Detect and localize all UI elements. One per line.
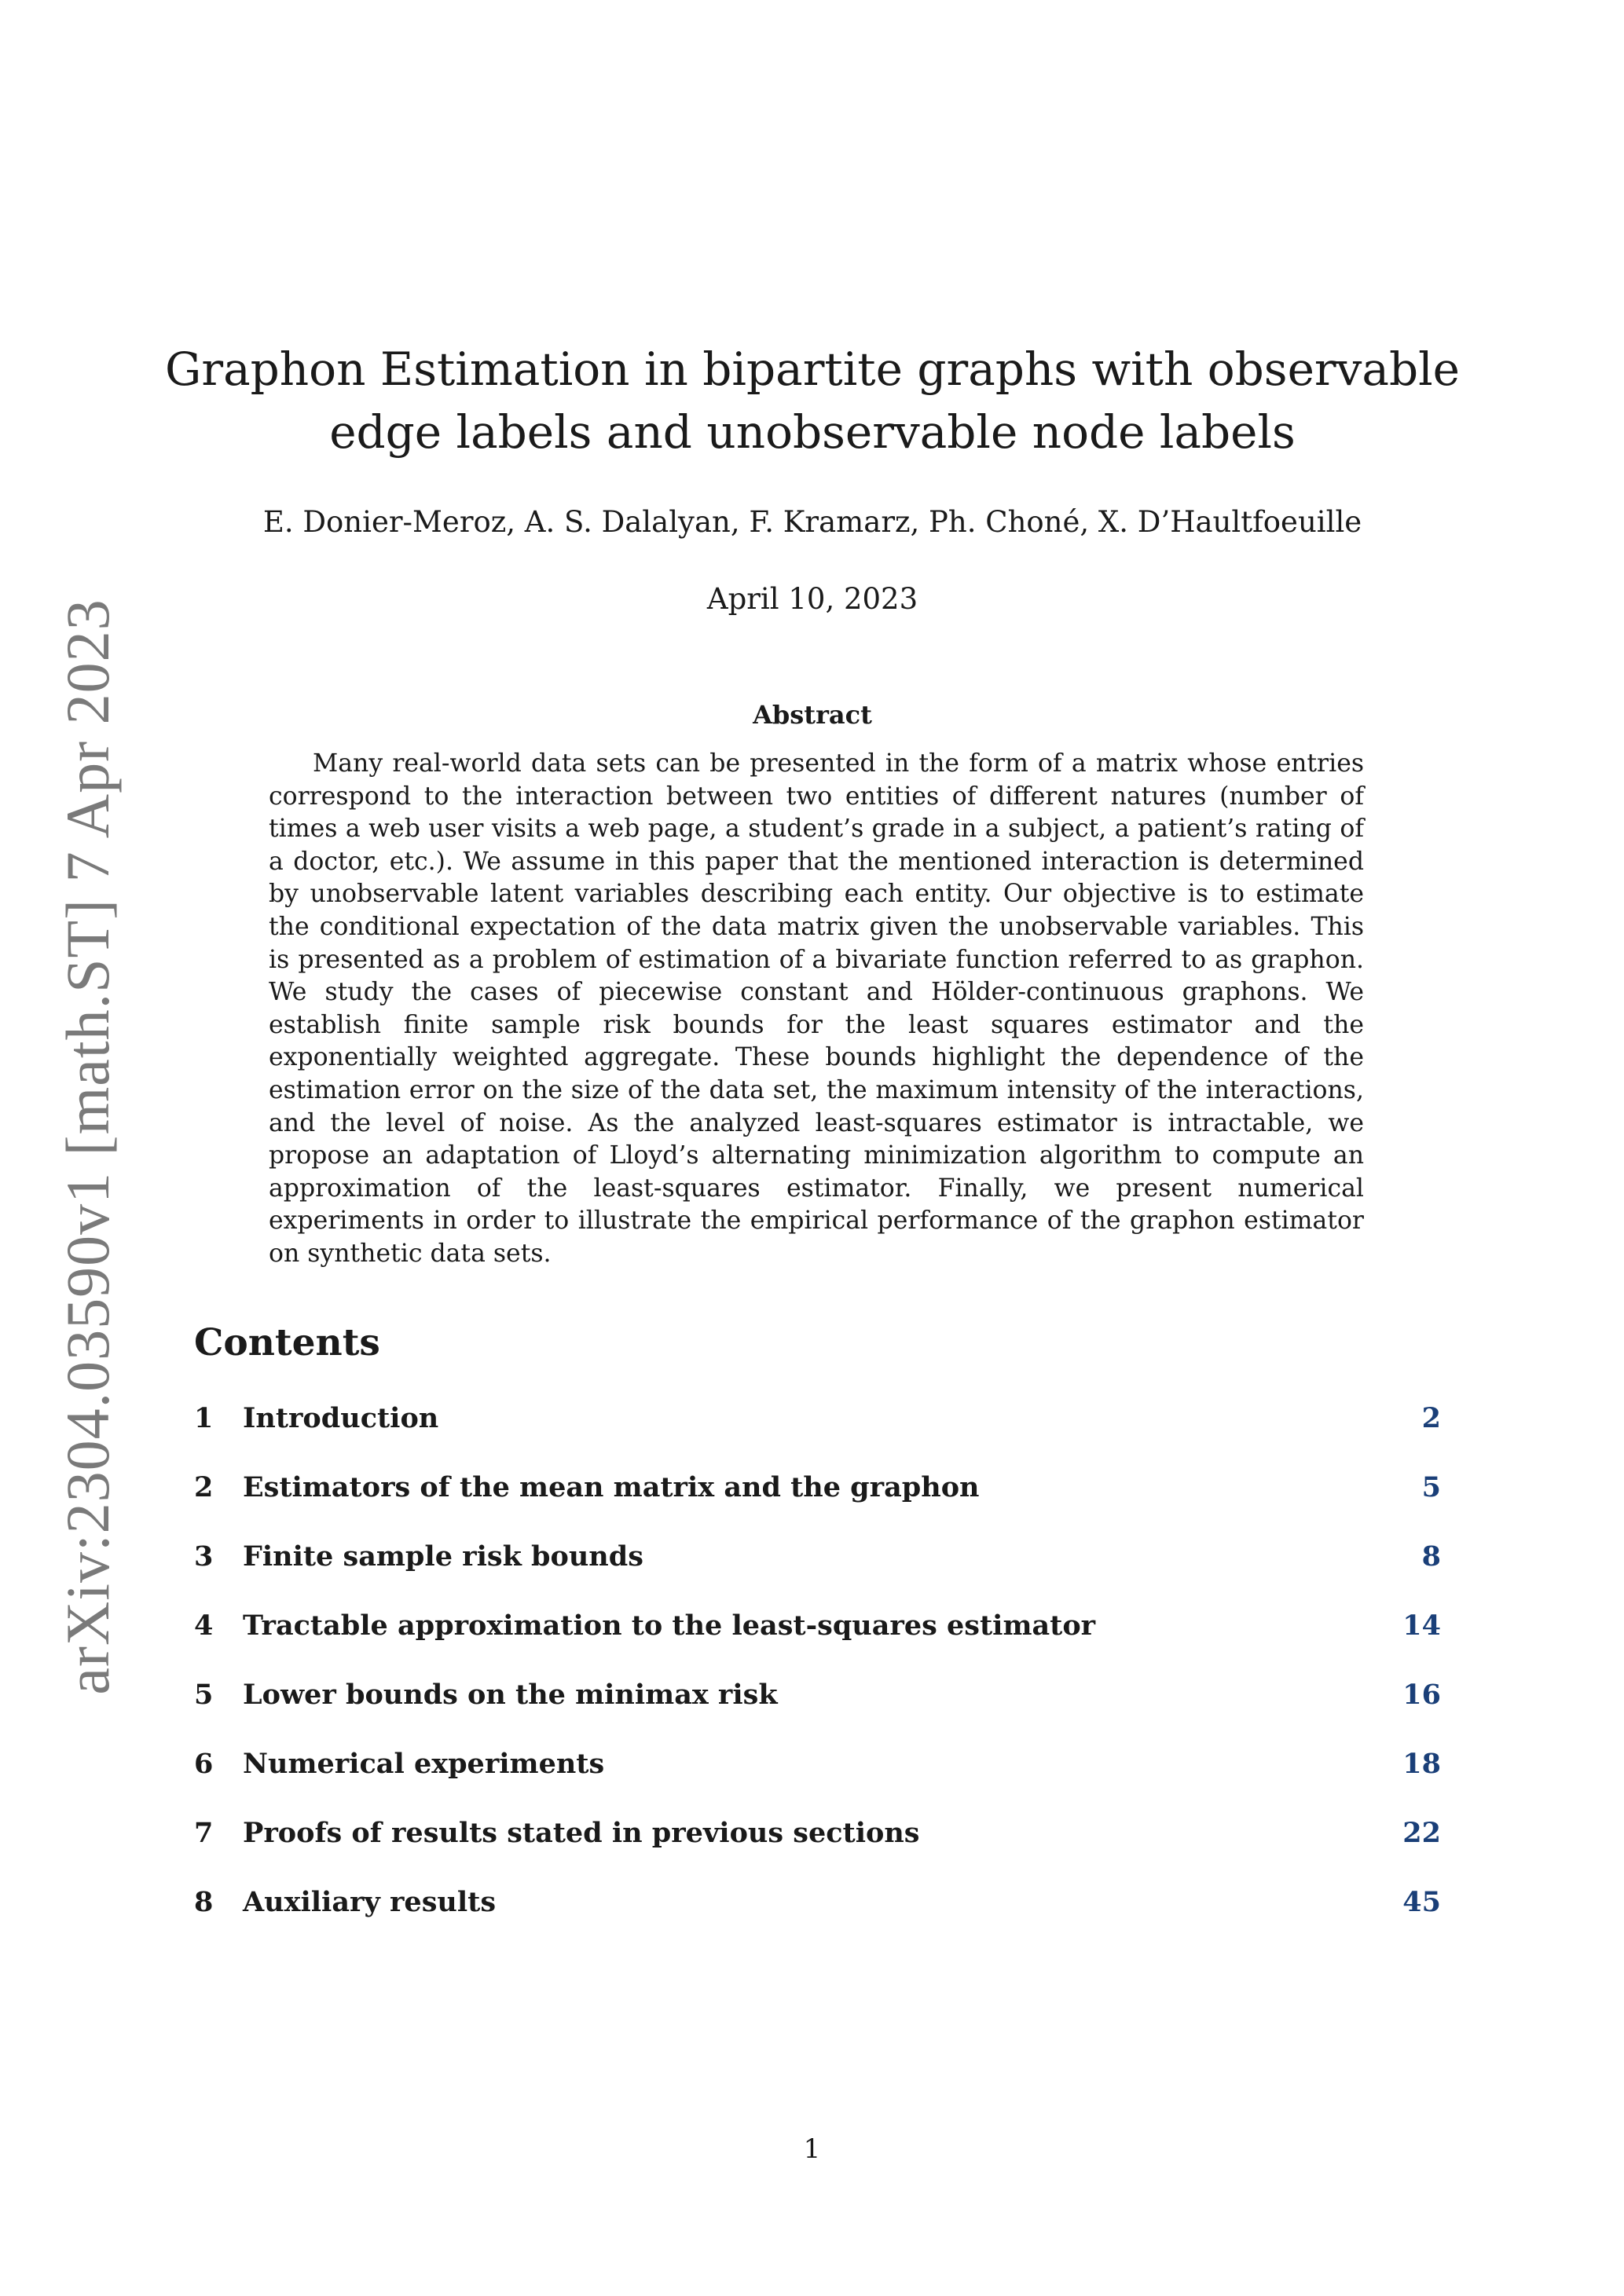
toc-section-number: 7 [194,1817,214,1849]
toc-page-link[interactable]: 45 [1402,1886,1441,1918]
toc-section-number: 6 [194,1748,214,1780]
toc-page-link[interactable]: 22 [1402,1817,1441,1849]
toc-section-title[interactable]: Proofs of results stated in previous sections [243,1817,920,1849]
toc-entry[interactable] [194,1538,1441,1607]
toc-page-link[interactable]: 16 [1402,1679,1441,1711]
contents-heading: Contents [194,1321,380,1364]
toc-section-title[interactable]: Finite sample risk bounds [243,1540,643,1573]
paper-title: Graphon Estimation in bipartite graphs with observable edge labels and unobservable node labels [165,342,1460,459]
toc-section-number: 4 [194,1609,214,1642]
toc-page-link[interactable]: 2 [1421,1402,1441,1434]
toc-section-title[interactable]: Estimators of the mean matrix and the graphon [243,1471,980,1503]
toc-section-title[interactable]: Lower bounds on the minimax risk [243,1679,778,1711]
toc-page-link[interactable]: 5 [1421,1471,1441,1503]
toc-section-number: 2 [194,1471,214,1503]
toc-section-number: 5 [194,1679,214,1711]
toc-entry[interactable] [194,1745,1441,1814]
toc-section-number: 1 [194,1402,214,1434]
toc-entry[interactable] [194,1469,1441,1538]
toc-entry[interactable] [194,1884,1441,1953]
toc-section-number: 8 [194,1886,214,1918]
toc-section-number: 3 [194,1540,214,1573]
table-of-contents [194,1400,1441,1953]
publication-date: April 10, 2023 [706,582,918,616]
toc-section-title[interactable]: Tractable approximation to the least-squares estimator [243,1609,1096,1642]
abstract-heading: Abstract [753,700,872,730]
toc-section-title[interactable]: Auxiliary results [243,1886,497,1918]
author-list: E. Donier-Meroz, A. S. Dalalyan, F. Kramarz, Ph. Choné, X. D’Haultfoeuille [262,505,1362,539]
toc-page-link[interactable]: 18 [1402,1748,1441,1780]
toc-entry[interactable] [194,1400,1441,1469]
toc-entry[interactable] [194,1814,1441,1884]
toc-section-title[interactable]: Numerical experiments [243,1748,605,1780]
arxiv-identifier-stamp: arXiv:2304.03590v1 [math.ST] 7 Apr 2023 [53,599,122,1695]
toc-page-link[interactable]: 14 [1402,1609,1441,1642]
toc-entry[interactable] [194,1676,1441,1745]
abstract-text: Many real-world data sets can be presented in the form of a matrix whose entries correspond to the interaction between two entities of different natures (number of times a web user visits a web page, a student’s grade in a subject, a patient’s rating of a doctor, etc.). We assume in this paper that the mentioned interaction is determined by unobservable latent variables describing each entity. Our objective is to estimate the conditional expectation of the data matrix given the unobservable variables. This is presented as a problem of estimation of a bivariate function referred to as graphon. We study the cases of piecewise constant and Hölder-continuous graphons. We establish finite sample risk bounds for the least squares estimator and the exponentially weighted aggregate. These bounds highlight the dependence of the estimation error on the size of the data set, the maximum intensity of the interactions, and the level of noise. As the analyzed least-squares estimator is intractable, we propose an adaptation of Lloyd’s alternating minimization algorithm to compute an approximation of the least-squares estimator. Finally, we present numerical experiments in order to illustrate the empirical performance of the graphon estimator on synthetic data sets. [269,749,1364,1268]
page-number: 1 [803,2133,821,2165]
toc-page-link[interactable]: 8 [1421,1540,1441,1573]
toc-section-title[interactable]: Introduction [243,1402,439,1434]
toc-entry[interactable] [194,1607,1441,1676]
